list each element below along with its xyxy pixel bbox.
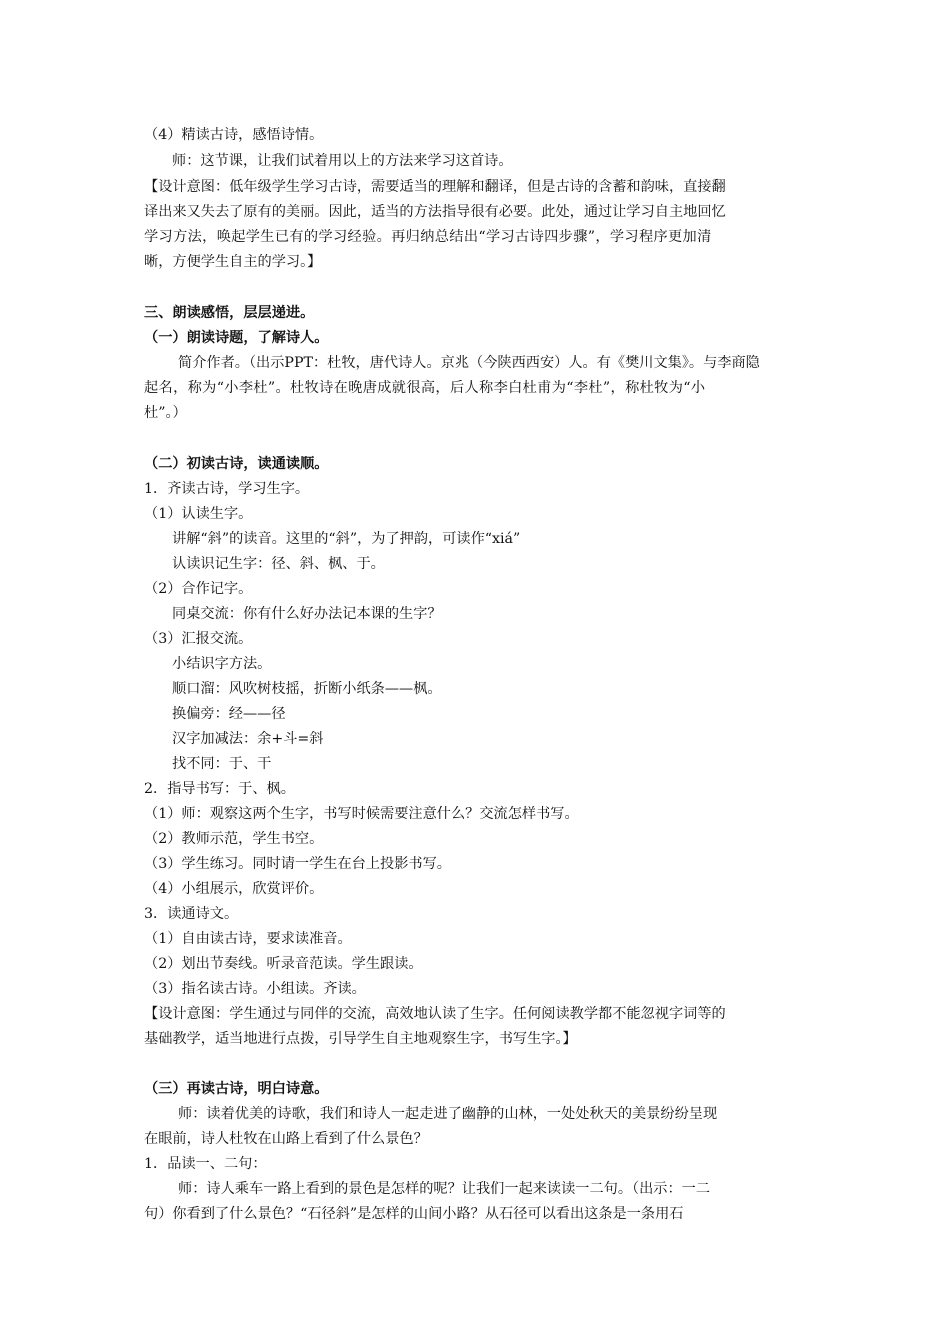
- list-item: （2）教师示范，学生书空。: [144, 831, 324, 847]
- author-intro-line: 杜”。）: [144, 405, 187, 421]
- list-item: 1．齐读古诗，学习生字。: [144, 481, 310, 497]
- list-item: （1）自由读古诗，要求读准音。: [144, 931, 352, 947]
- list-item: 换偏旁：经——径: [172, 706, 286, 722]
- list-item: （1）师：观察这两个生字，书写时候需要注意什么？交流怎样书写。: [144, 806, 579, 822]
- teacher-line: 师：这节课，让我们试着用以上的方法来学习这首诗。: [172, 153, 513, 169]
- subsection-heading: （二）初读古诗，读通读顺。: [144, 456, 329, 472]
- section-heading: 三、朗读感悟，层层递进。: [144, 305, 315, 321]
- author-intro-line: 简介作者。（出示PPT：杜牧，唐代诗人。京兆（今陕西西安）人。有《樊川文集》。与李商隐: [178, 355, 760, 371]
- list-item: （2）划出节奏线。听录音范读。学生跟读。: [144, 956, 423, 972]
- list-item: （3）指名读古诗。小组读。齐读。: [144, 981, 366, 997]
- design-intent-line: 晰，方便学生自主的学习。】: [144, 254, 322, 270]
- list-item: （3）学生练习。同时请一学生在台上投影书写。: [144, 856, 451, 872]
- design-intent-line: 【设计意图：低年级学生学习古诗，需要适当的理解和翻译，但是古诗的含蓄和韵味，直接翻: [144, 179, 726, 195]
- list-item: 找不同：于、干: [172, 756, 272, 772]
- list-item: 汉字加减法：余+斗=斜: [172, 731, 324, 747]
- list-item: （2）合作记字。: [144, 581, 253, 597]
- design-intent-line: 【设计意图：学生通过与同伴的交流，高效地认读了生字。任何阅读教学都不能忽视字词等的: [144, 1006, 726, 1022]
- list-item: 2．指导书写：于、枫。: [144, 781, 295, 797]
- teacher-line: 师：读着优美的诗歌，我们和诗人一起走进了幽静的山林，一处处秋天的美景纷纷呈现: [178, 1106, 718, 1122]
- subsection-heading: （一）朗读诗题，了解诗人。: [144, 330, 329, 346]
- list-item: 讲解“斜”的读音。这里的“斜”，为了押韵，可读作“xiá”: [172, 531, 521, 547]
- list-item: （4）小组展示，欣赏评价。: [144, 881, 324, 897]
- list-item: 顺口溜：风吹树枝摇，折断小纸条——枫。: [172, 681, 442, 697]
- list-item: 同桌交流：你有什么好办法记本课的生字？: [172, 606, 442, 622]
- list-item: 1．品读一、二句：: [144, 1156, 267, 1172]
- list-item: 3．读通诗文。: [144, 906, 239, 922]
- subsection-heading: （三）再读古诗，明白诗意。: [144, 1081, 329, 1097]
- teacher-line: 在眼前，诗人杜牧在山路上看到了什么景色？: [144, 1131, 428, 1147]
- design-intent-line: 学习方法，唤起学生已有的学习经验。再归纳总结出“学习古诗四步骤”，学习程序更加清: [144, 229, 712, 245]
- list-item: 认读识记生字：径、斜、枫、于。: [172, 556, 385, 572]
- design-intent-line: 基础教学，适当地进行点拨，引导学生自主地观察生字，书写生字。】: [144, 1031, 577, 1047]
- list-item: （3）汇报交流。: [144, 631, 253, 647]
- list-item: （1）认读生字。: [144, 506, 253, 522]
- teacher-line: 师：诗人乘车一路上看到的景色是怎样的呢？让我们一起来读读一二句。（出示：一二: [178, 1181, 711, 1197]
- list-item: 小结识字方法。: [172, 656, 272, 672]
- teacher-line: 句）你看到了什么景色？“石径斜”是怎样的山间小路？从石径可以看出这条是一条用石: [144, 1206, 684, 1222]
- design-intent-line: 译出来又失去了原有的美丽。因此，适当的方法指导很有必要。此处，通过让学习自主地回忆: [144, 204, 726, 220]
- author-intro-line: 起名，称为“小李杜”。杜牧诗在晚唐成就很高，后人称李白杜甫为“李杜”，称杜牧为“小: [144, 380, 706, 396]
- step-4-heading: （4）精读古诗，感悟诗情。: [144, 127, 324, 143]
